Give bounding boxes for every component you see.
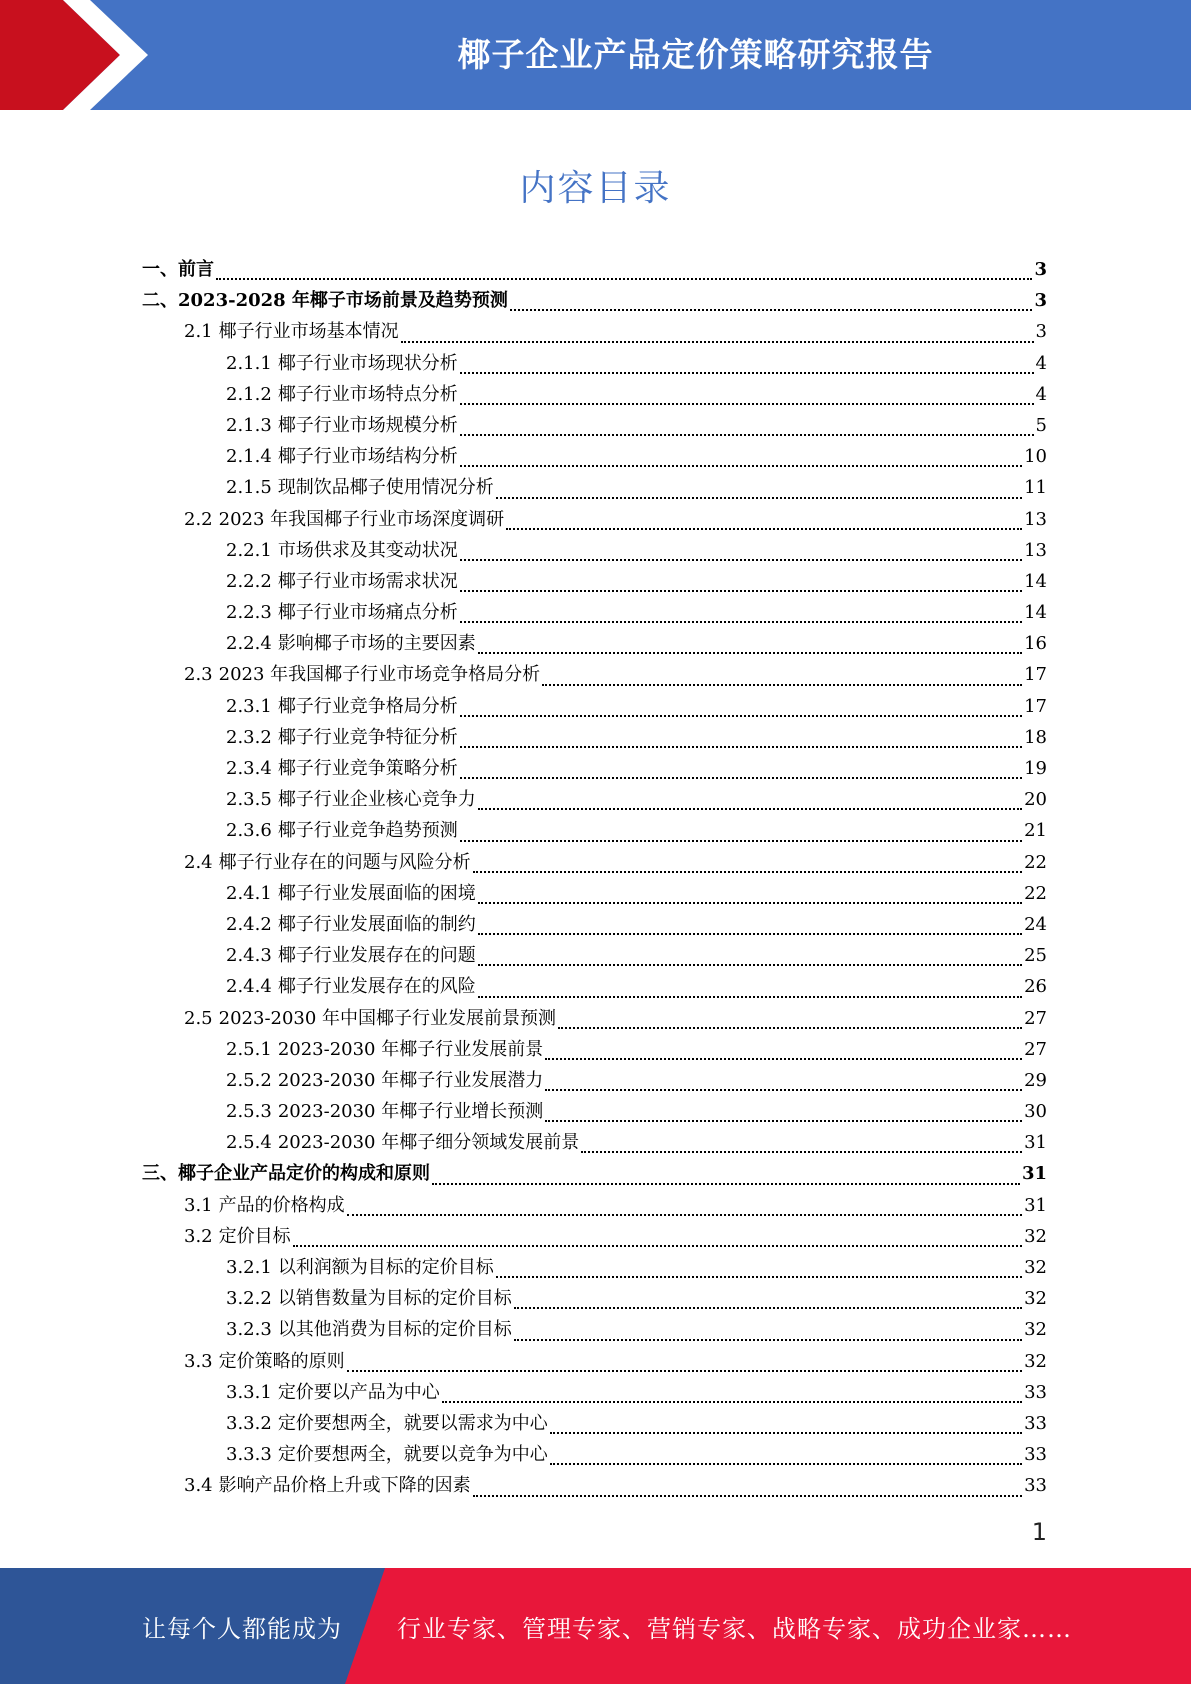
- toc-entry-number: 2.1.2: [226, 383, 272, 405]
- toc-entry[interactable]: [142, 348, 1047, 379]
- toc-entry-page: 32: [1024, 1350, 1047, 1372]
- toc-entry-number: 3.2.2: [226, 1288, 272, 1310]
- toc-dot-leader: [496, 497, 1022, 499]
- toc-entry[interactable]: [142, 1127, 1047, 1158]
- toc-entry-number: 3.3: [184, 1350, 213, 1372]
- toc-entry[interactable]: [142, 659, 1047, 690]
- toc-dot-leader: [460, 840, 1022, 842]
- toc-entry[interactable]: [142, 1034, 1047, 1065]
- toc-entry-number: 2.5.2: [226, 1069, 272, 1091]
- toc-entry-title: 椰子行业市场规模分析: [277, 414, 458, 436]
- toc-entry-page: 13: [1024, 539, 1047, 561]
- toc-entry[interactable]: [142, 504, 1047, 535]
- toc-entry-page: 14: [1024, 570, 1047, 592]
- toc-entry-page: 31: [1024, 1194, 1047, 1216]
- toc-entry-title: 2023-2030 年椰子行业增长预测: [277, 1101, 544, 1123]
- toc-entry-title: 椰子行业发展面临的困境: [277, 882, 476, 904]
- toc-entry-title: 椰子行业市场现状分析: [277, 352, 458, 374]
- toc-entry-page: 11: [1024, 477, 1047, 499]
- toc-entry-page: 5: [1035, 414, 1047, 436]
- toc-dot-leader: [442, 1401, 1022, 1403]
- toc-entry-number: 2.1.4: [226, 446, 272, 468]
- toc-entry-page: 17: [1024, 664, 1047, 686]
- toc-entry-title: 市场供求及其变动状况: [277, 539, 458, 561]
- table-of-contents: [142, 254, 1047, 1502]
- toc-dot-leader: [478, 902, 1022, 904]
- toc-entry-number: 2.5: [184, 1007, 213, 1029]
- toc-dot-leader: [460, 372, 1034, 374]
- toc-entry[interactable]: [142, 971, 1047, 1002]
- toc-entry-title: 椰子行业市场需求状况: [277, 570, 458, 592]
- toc-entry-title: 三、椰子企业产品定价的构成和原则: [142, 1163, 430, 1185]
- toc-dot-leader: [545, 1089, 1022, 1091]
- footer-slogan-left: 让每个人都能成为: [142, 1614, 342, 1643]
- toc-entry-number: 3.2: [184, 1225, 213, 1247]
- toc-entry-title: 2023-2030 年中国椰子行业发展前景预测: [218, 1007, 557, 1029]
- toc-entry-title: 椰子行业竞争趋势预测: [277, 820, 458, 842]
- toc-entry-page: 31: [1021, 1163, 1047, 1185]
- toc-entry[interactable]: [142, 1190, 1047, 1221]
- toc-entry-title: 2023-2030 年椰子行业发展潜力: [277, 1069, 544, 1091]
- toc-entry-number: 2.2.1: [226, 539, 272, 561]
- toc-dot-leader: [478, 808, 1022, 810]
- toc-heading: 内容目录: [519, 168, 672, 209]
- toc-entry[interactable]: [142, 940, 1047, 971]
- toc-entry[interactable]: [142, 1470, 1047, 1501]
- toc-dot-leader: [478, 964, 1022, 966]
- toc-entry[interactable]: [142, 1065, 1047, 1096]
- toc-entry-page: 32: [1024, 1319, 1047, 1341]
- toc-entry-number: 2.4: [184, 851, 213, 873]
- toc-entry-page: 27: [1024, 1007, 1047, 1029]
- toc-dot-leader: [473, 871, 1022, 873]
- toc-entry-title: 2023-2030 年椰子行业发展前景: [277, 1038, 544, 1060]
- toc-entry[interactable]: [142, 722, 1047, 753]
- toc-entry-number: 2.4.2: [226, 913, 272, 935]
- toc-entry-number: 2.3.1: [226, 695, 272, 717]
- toc-entry-number: 3.2.3: [226, 1319, 272, 1341]
- toc-entry-page: 18: [1024, 726, 1047, 748]
- toc-entry-title: 现制饮品椰子使用情况分析: [277, 477, 494, 499]
- toc-entry-title: 椰子行业市场结构分析: [277, 446, 458, 468]
- toc-entry-page: 20: [1024, 789, 1047, 811]
- toc-entry-title: 定价目标: [218, 1225, 291, 1247]
- page-number: 1: [1031, 1518, 1047, 1546]
- toc-entry-title: 椰子行业竞争特征分析: [277, 726, 458, 748]
- toc-entry-page: 27: [1024, 1038, 1047, 1060]
- toc-entry-number: 2.1.3: [226, 414, 272, 436]
- toc-entry-title: 定价要想两全，就要以需求为中心: [277, 1412, 548, 1434]
- header-arrow-decoration: [0, 0, 160, 110]
- toc-entry-number: 3.2.1: [226, 1257, 272, 1278]
- toc-entry-page: 33: [1024, 1381, 1047, 1403]
- toc-entry[interactable]: [142, 1252, 1047, 1283]
- toc-entry-page: 29: [1024, 1069, 1047, 1091]
- toc-entry-page: 14: [1024, 602, 1047, 624]
- toc-entry[interactable]: [142, 1158, 1047, 1189]
- toc-dot-leader: [460, 434, 1034, 436]
- toc-dot-leader: [496, 1276, 1022, 1278]
- toc-entry-title: 椰子行业市场特点分析: [277, 383, 458, 405]
- toc-entry-page: 26: [1024, 976, 1047, 998]
- toc-entry-number: 2.3.2: [226, 726, 272, 748]
- toc-dot-leader: [460, 403, 1034, 405]
- toc-entry[interactable]: [142, 1283, 1047, 1314]
- toc-entry-number: 2.4.4: [226, 976, 272, 998]
- toc-entry-number: 2.2: [184, 508, 213, 530]
- toc-entry-number: 2.5.4: [226, 1132, 272, 1154]
- toc-dot-leader: [558, 1027, 1022, 1029]
- toc-entry[interactable]: [142, 691, 1047, 722]
- toc-entry[interactable]: [142, 379, 1047, 410]
- toc-entry[interactable]: [142, 784, 1047, 815]
- toc-entry-page: 30: [1024, 1101, 1047, 1123]
- toc-entry[interactable]: [142, 1439, 1047, 1470]
- toc-entry-title: 椰子行业企业核心竞争力: [277, 789, 476, 811]
- toc-dot-leader: [545, 1120, 1022, 1122]
- toc-dot-leader: [550, 1463, 1022, 1465]
- toc-dot-leader: [510, 309, 1033, 311]
- toc-entry-title: 以利润额为目标的定价目标: [277, 1257, 494, 1278]
- toc-entry-page: 3: [1034, 290, 1047, 312]
- toc-dot-leader: [460, 715, 1022, 717]
- toc-entry-number: 2.5.1: [226, 1038, 272, 1060]
- toc-entry[interactable]: [142, 566, 1047, 597]
- toc-dot-leader: [460, 746, 1022, 748]
- toc-entry-page: 17: [1024, 695, 1047, 717]
- toc-dot-leader: [478, 652, 1022, 654]
- toc-entry[interactable]: [142, 285, 1047, 316]
- toc-dot-leader: [460, 559, 1022, 561]
- toc-dot-leader: [460, 590, 1022, 592]
- toc-entry-number: 2.2.4: [226, 633, 272, 655]
- toc-dot-leader: [401, 341, 1034, 343]
- toc-dot-leader: [347, 1370, 1022, 1372]
- toc-entry-number: 2.1.5: [226, 477, 272, 499]
- footer-slogan-right: 行业专家、管理专家、营销专家、战略专家、成功企业家……: [397, 1614, 1072, 1643]
- toc-entry-title: 2023 年我国椰子行业市场深度调研: [218, 508, 505, 530]
- toc-entry[interactable]: [142, 1408, 1047, 1439]
- toc-dot-leader: [545, 1058, 1022, 1060]
- toc-entry[interactable]: [142, 815, 1047, 846]
- toc-entry-title: 以其他消费为目标的定价目标: [277, 1319, 512, 1341]
- toc-entry-number: 2.3.4: [226, 758, 272, 779]
- toc-entry-number: 2.2.3: [226, 602, 272, 624]
- toc-entry-number: 3.1: [184, 1194, 213, 1216]
- toc-dot-leader: [432, 1183, 1020, 1185]
- toc-entry-page: 31: [1024, 1132, 1047, 1154]
- toc-entry-number: 3.3.1: [226, 1381, 272, 1403]
- toc-dot-leader: [293, 1245, 1022, 1247]
- toc-entry[interactable]: [142, 316, 1047, 347]
- toc-dot-leader: [347, 1214, 1022, 1216]
- toc-entry-title: 影响产品价格上升或下降的因素: [218, 1475, 471, 1497]
- toc-entry[interactable]: [142, 628, 1047, 659]
- toc-entry-page: 19: [1024, 758, 1047, 779]
- toc-entry-number: 2.4.3: [226, 945, 272, 967]
- toc-entry-title: 2023 年我国椰子行业市场竞争格局分析: [218, 664, 541, 686]
- toc-entry[interactable]: [142, 1003, 1047, 1034]
- toc-entry[interactable]: [142, 254, 1047, 285]
- toc-entry-page: 32: [1024, 1225, 1047, 1247]
- toc-entry-page: 33: [1024, 1412, 1047, 1434]
- toc-dot-leader: [542, 684, 1022, 686]
- toc-entry-title: 2023-2030 年椰子细分领域发展前景: [277, 1132, 580, 1154]
- toc-entry-title: 影响椰子市场的主要因素: [277, 633, 476, 655]
- toc-entry-page: 24: [1024, 913, 1047, 935]
- toc-entry[interactable]: [142, 1377, 1047, 1408]
- toc-entry[interactable]: [142, 472, 1047, 503]
- toc-dot-leader: [514, 1307, 1022, 1309]
- toc-dot-leader: [478, 996, 1022, 998]
- toc-entry-page: 21: [1024, 820, 1047, 842]
- toc-dot-leader: [514, 1339, 1022, 1341]
- toc-entry-title: 椰子行业发展面临的制约: [277, 913, 476, 935]
- toc-entry-title: 产品的价格构成: [218, 1194, 345, 1216]
- toc-entry-number: 2.5.3: [226, 1101, 272, 1123]
- toc-entry-number: 3.3.2: [226, 1412, 272, 1434]
- toc-entry[interactable]: [142, 410, 1047, 441]
- toc-dot-leader: [460, 621, 1022, 623]
- toc-entry-title: 椰子行业发展存在的问题: [277, 945, 476, 967]
- toc-dot-leader: [581, 1151, 1022, 1153]
- toc-entry-page: 3: [1035, 321, 1047, 343]
- toc-entry-title: 椰子行业市场痛点分析: [277, 602, 458, 624]
- toc-entry-number: 3.4: [184, 1475, 213, 1497]
- toc-entry-page: 3: [1034, 259, 1047, 280]
- toc-entry-page: 32: [1024, 1257, 1047, 1278]
- toc-entry[interactable]: [142, 909, 1047, 940]
- toc-entry[interactable]: [142, 753, 1047, 784]
- toc-entry-title: 定价要想两全，就要以竞争为中心: [277, 1444, 548, 1466]
- toc-dot-leader: [506, 528, 1022, 530]
- toc-entry-page: 22: [1024, 882, 1047, 904]
- toc-dot-leader: [460, 777, 1022, 779]
- toc-entry-number: 2.3.5: [226, 789, 272, 811]
- toc-entry-page: 16: [1024, 633, 1047, 655]
- toc-entry-number: 2.1.1: [226, 352, 272, 374]
- toc-entry-page: 10: [1024, 446, 1047, 468]
- toc-entry-page: 4: [1035, 383, 1047, 405]
- toc-dot-leader: [550, 1432, 1022, 1434]
- toc-entry-title: 定价策略的原则: [218, 1350, 345, 1372]
- toc-entry[interactable]: [142, 1346, 1047, 1377]
- toc-dot-leader: [216, 278, 1032, 280]
- toc-entry-page: 33: [1024, 1444, 1047, 1466]
- footer-banner: [0, 1568, 1191, 1684]
- toc-entry[interactable]: [142, 441, 1047, 472]
- toc-entry-page: 22: [1024, 851, 1047, 873]
- toc-entry-title: 椰子行业发展存在的风险: [277, 976, 476, 998]
- toc-entry-page: 4: [1035, 352, 1047, 374]
- toc-entry[interactable]: [142, 1096, 1047, 1127]
- toc-entry[interactable]: [142, 1221, 1047, 1252]
- toc-entry-page: 25: [1024, 945, 1047, 967]
- toc-dot-leader: [460, 465, 1022, 467]
- toc-entry-title: 以销售数量为目标的定价目标: [277, 1288, 512, 1310]
- toc-dot-leader: [478, 933, 1022, 935]
- toc-entry-title: 一、前言: [142, 259, 214, 280]
- toc-entry-title: 椰子行业市场基本情况: [218, 321, 399, 343]
- toc-entry-number: 2.4.1: [226, 882, 272, 904]
- toc-entry-page: 32: [1024, 1288, 1047, 1310]
- toc-dot-leader: [473, 1495, 1022, 1497]
- toc-entry-number: 2.3.6: [226, 820, 272, 842]
- toc-entry[interactable]: [142, 535, 1047, 566]
- toc-entry-title: 二、2023-2028 年椰子市场前景及趋势预测: [142, 290, 508, 312]
- toc-entry-title: 椰子行业竞争策略分析: [277, 758, 458, 779]
- toc-entry-page: 13: [1024, 508, 1047, 530]
- toc-entry-page: 33: [1024, 1475, 1047, 1497]
- toc-entry-number: 3.3.3: [226, 1444, 272, 1466]
- toc-entry-number: 2.2.2: [226, 570, 272, 592]
- report-title: 椰子企业产品定价策略研究报告: [457, 34, 934, 74]
- toc-entry-number: 2.1: [184, 321, 213, 343]
- toc-entry-number: 2.3: [184, 664, 213, 686]
- toc-entry-title: 椰子行业竞争格局分析: [277, 695, 458, 717]
- toc-entry-title: 定价要以产品为中心: [277, 1381, 440, 1403]
- toc-entry[interactable]: [142, 847, 1047, 878]
- toc-entry[interactable]: [142, 1314, 1047, 1345]
- toc-entry[interactable]: [142, 597, 1047, 628]
- header-bar: [0, 0, 1191, 110]
- toc-entry[interactable]: [142, 878, 1047, 909]
- toc-entry-title: 椰子行业存在的问题与风险分析: [218, 851, 471, 873]
